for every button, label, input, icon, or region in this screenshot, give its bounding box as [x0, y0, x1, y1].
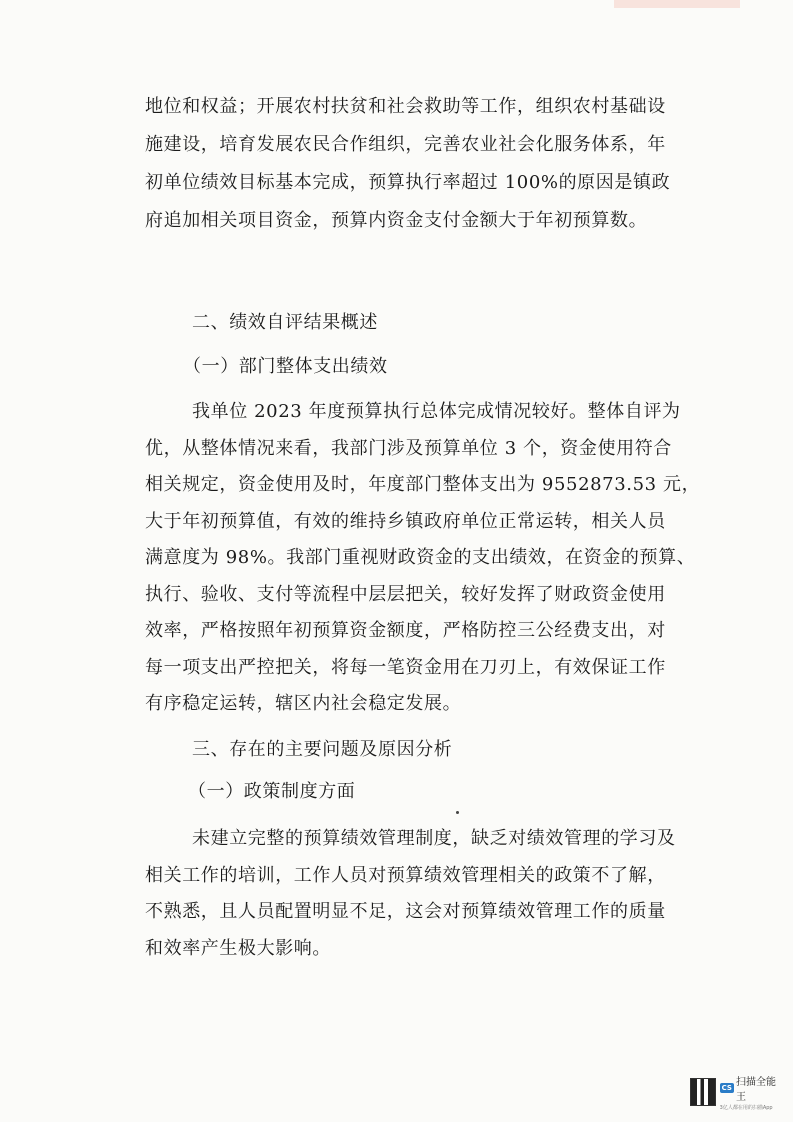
paragraph1-line-4: 府追加相关项目资金，预算内资金支付金额大于年初预算数。	[145, 210, 648, 231]
paragraph2-line-6: 执行、验收、支付等流程中层层把关，较好发挥了财政资金使用	[145, 584, 666, 605]
paragraph1-line-1: 地位和权益；开展农村扶贫和社会救助等工作，组织农村基础设	[145, 96, 666, 117]
watermark-title: 扫描全能王	[735, 1077, 776, 1103]
section2-title: 二、绩效自评结果概述	[192, 312, 378, 333]
watermark-title-row	[720, 1073, 780, 1103]
qr-code-icon	[690, 1078, 716, 1106]
scan-edge-mark	[614, 0, 740, 8]
paragraph2-line-2: 优，从整体情况来看，我部门涉及预算单位 3 个，资金使用符合	[145, 438, 672, 459]
paragraph2-line-7: 效率，严格按照年初预算资金额度，严格防控三公经费支出，对	[145, 620, 666, 641]
paragraph1-line-2: 施建设，培育发展农民合作组织，完善农业社会化服务体系，年	[145, 134, 666, 155]
paragraph2-line-1: 我单位 2023 年度预算执行总体完成情况较好。整体自评为	[192, 401, 681, 422]
watermark-subtitle: 3亿人都在用的扫描App	[719, 1105, 773, 1111]
section3-subtitle-1: （一）政策制度方面	[188, 781, 356, 802]
camscanner-logo-icon: CS	[721, 1084, 732, 1092]
paragraph3-line-3: 不熟悉，且人员配置明显不足，这会对预算绩效管理工作的质量	[145, 901, 666, 922]
camscanner-watermark	[690, 1077, 780, 1111]
paragraph2-line-5: 满意度为 98%。我部门重视财政资金的支出绩效，在资金的预算、	[145, 547, 696, 568]
paragraph2-line-8: 每一项支出严控把关，将每一笔资金用在刀刃上，有效保证工作	[145, 657, 666, 678]
paragraph1-line-3: 初单位绩效目标基本完成，预算执行率超过 100%的原因是镇政	[145, 172, 671, 193]
paragraph2-line-3: 相关规定，资金使用及时，年度部门整体支出为 9552873.53 元，	[145, 474, 701, 495]
paragraph3-line-2: 相关工作的培训，工作人员对预算绩效管理相关的政策不了解，	[145, 865, 666, 886]
paragraph2-line-4: 大于年初预算值，有效的维持乡镇政府单位正常运转，相关人员	[145, 511, 666, 532]
paragraph2-line-9: 有序稳定运转，辖区内社会稳定发展。	[145, 693, 462, 714]
scan-speck	[456, 811, 459, 814]
section2-subtitle-1: （一）部门整体支出绩效	[183, 356, 388, 377]
paragraph3-line-1: 未建立完整的预算绩效管理制度，缺乏对绩效管理的学习及	[192, 828, 676, 849]
watermark-text	[720, 1073, 780, 1111]
paragraph3-line-4: 和效率产生极大影响。	[145, 938, 331, 959]
section3-title: 三、存在的主要问题及原因分析	[192, 739, 453, 760]
